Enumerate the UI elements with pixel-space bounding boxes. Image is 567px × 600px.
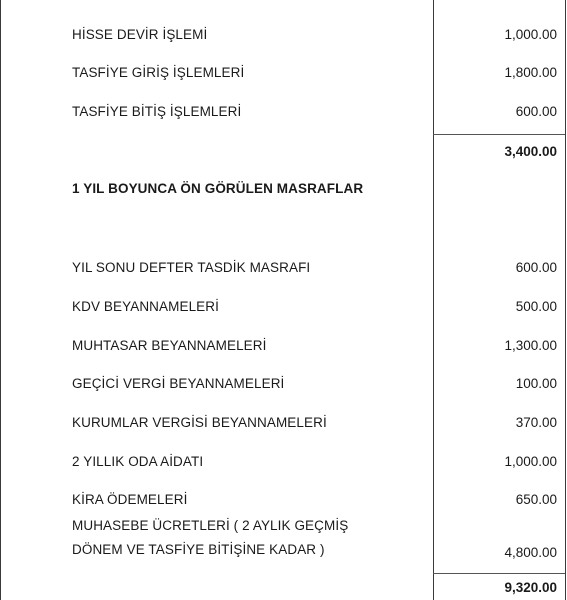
row-value-muhtasar: 1,300.00 (504, 338, 557, 353)
row-label-tasfiye-bitis: TASFİYE BİTİŞ İŞLEMLERİ (72, 104, 242, 119)
row-label-tasfiye-giris: TASFİYE GİRİŞ İŞLEMLERİ (72, 65, 245, 80)
table-border-left (0, 0, 1, 600)
row-value-tasfiye-giris: 1,800.00 (504, 65, 557, 80)
table-border-right (565, 0, 566, 600)
row-label-muhasebe-line2: DÖNEM VE TASFİYE BİTİŞİNE KADAR ) (72, 542, 325, 557)
row-label-defter-tasdik: YIL SONU DEFTER TASDİK MASRAFI (72, 260, 311, 275)
subtotal-rule (433, 134, 565, 135)
row-label-kira: KİRA ÖDEMELERİ (72, 492, 188, 507)
row-label-hisse-devir: HİSSE DEVİR İŞLEMİ (72, 27, 208, 42)
row-value-oda-aidati: 1,000.00 (504, 454, 557, 469)
row-label-gecici-vergi: GEÇİCİ VERGİ BEYANNAMELERİ (72, 376, 285, 391)
row-value-tasfiye-bitis: 600.00 (515, 104, 557, 119)
section2-total: 9,320.00 (504, 580, 557, 595)
grand-total-rule (433, 573, 565, 574)
table-column-divider (433, 0, 434, 600)
row-value-muhasebe: 4,800.00 (504, 545, 557, 560)
row-value-kira: 650.00 (515, 492, 557, 507)
row-label-muhasebe-line1: MUHASEBE ÜCRETLERİ ( 2 AYLIK GEÇMİŞ (72, 518, 349, 533)
row-value-kurumlar-vergisi: 370.00 (515, 415, 557, 430)
row-value-gecici-vergi: 100.00 (515, 376, 557, 391)
row-value-defter-tasdik: 600.00 (515, 260, 557, 275)
section1-total: 3,400.00 (504, 144, 557, 159)
row-label-muhtasar: MUHTASAR BEYANNAMELERİ (72, 338, 267, 353)
row-label-kurumlar-vergisi: KURUMLAR VERGİSİ BEYANNAMELERİ (72, 415, 327, 430)
row-label-oda-aidati: 2 YILLIK ODA AİDATI (72, 454, 204, 469)
row-value-hisse-devir: 1,000.00 (504, 27, 557, 42)
row-value-kdv: 500.00 (515, 299, 557, 314)
section2-heading: 1 YIL BOYUNCA ÖN GÖRÜLEN MASRAFLAR (72, 181, 364, 196)
row-label-kdv: KDV BEYANNAMELERİ (72, 299, 219, 314)
